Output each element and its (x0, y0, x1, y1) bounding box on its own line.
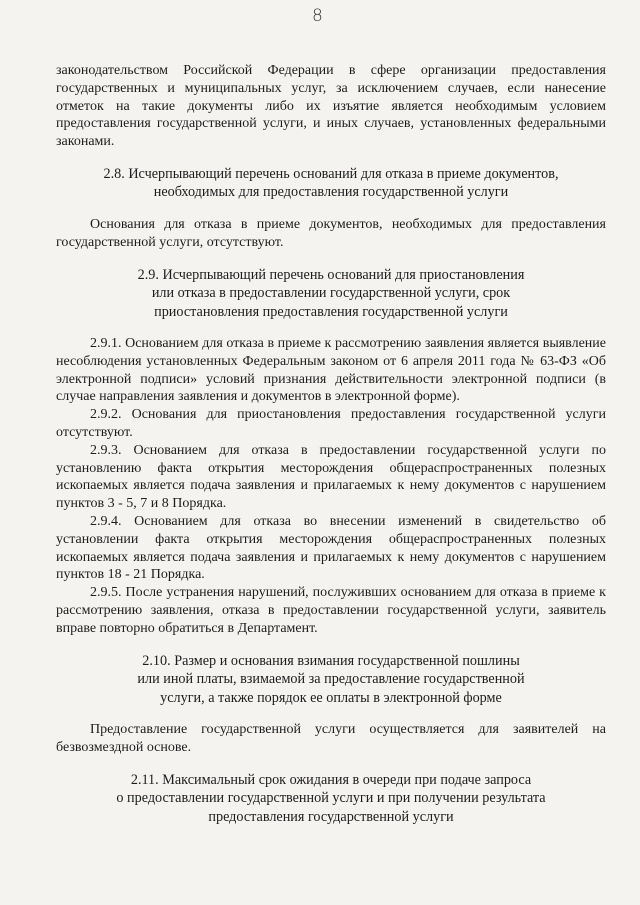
document-body (56, 62, 606, 826)
paragraph-intro: законодательством Российской Федерации в сфере организации предоставления государственных и муниципальных услуг, за исключением случаев, если нанесение отметок на такие документы либо их изъятие является необходимым условием предоставления государственной услуги, и иных случаев, установленных федеральными законами. (56, 63, 606, 150)
paragraph-2-9-5: 2.9.5. После устранения нарушений, послуживших основанием для отказа в приеме к рассмотрению заявления, отказа в предоставлении государственной услуги, заявитель вправе повторно обратиться в Департамент. (56, 585, 606, 636)
paragraph-2-9-3: 2.9.3. Основанием для отказа в предоставлении государственной услуги по установлению факта открытия месторождения общераспространенных полезных ископаемых является подача заявления и прилагаемых к нему документов с нарушением пунктов 3 - 5, 7 и 8 Порядка. (56, 442, 606, 512)
heading-line: услуги, а также порядок ее оплаты в электронной форме (160, 689, 502, 706)
heading-line: или иной платы, взимаемой за предоставление государственной (137, 671, 525, 688)
heading-2-9 (56, 266, 606, 322)
paragraph-2-10: Предоставление государственной услуги осуществляется для заявителей на безвозмездной основе. (56, 722, 606, 755)
heading-line: 2.8. Исчерпывающий перечень оснований для отказа в приеме документов, (103, 165, 559, 182)
heading-line: предоставления государственной услуги (208, 808, 454, 825)
heading-2-11 (56, 771, 606, 827)
paragraph-2-8: Основания для отказа в приеме документов, необходимых для предоставления государственной услуги, отсутствуют. (56, 216, 606, 250)
heading-line: о предоставлении государственной услуги и при получении результата (116, 790, 546, 807)
heading-line: необходимых для предоставления государственной услуги (153, 184, 509, 201)
paragraph-2-9-1: 2.9.1. Основанием для отказа в приеме к рассмотрению заявления является выявление несоблюдения установленных Федеральным законом от 6 апреля 2011 года № 63-ФЗ «Об электронной подписи» условий признания действительности электронной подписи (в случае направления заявления и документов в электронной форме). (56, 336, 606, 405)
heading-2-10 (56, 652, 606, 708)
page-number: 8 (312, 6, 323, 26)
paragraph-2-9-4: 2.9.4. Основанием для отказа во внесении изменений в свидетельство об установлении факта открытия месторождения общераспространенных полезных ископаемых является подача заявления и прилагаемых к нему документов с нарушением пунктов 18 - 21 Порядка. (56, 514, 606, 583)
heading-line: или отказа в предоставлении государственной услуги, срок (151, 285, 511, 302)
heading-line: 2.9. Исчерпывающий перечень оснований для приостановления (137, 266, 525, 283)
paragraph-2-9-2: 2.9.2. Основания для приостановления предоставления государственной услуги отсутствуют. (56, 407, 606, 441)
heading-line: 2.11. Максимальный срок ожидания в очереди при подаче запроса (130, 771, 532, 788)
heading-2-8 (56, 165, 606, 202)
heading-line: приостановления предоставления государственной услуги (154, 303, 508, 320)
heading-line: 2.10. Размер и основания взимания государственной пошлины (142, 652, 520, 669)
